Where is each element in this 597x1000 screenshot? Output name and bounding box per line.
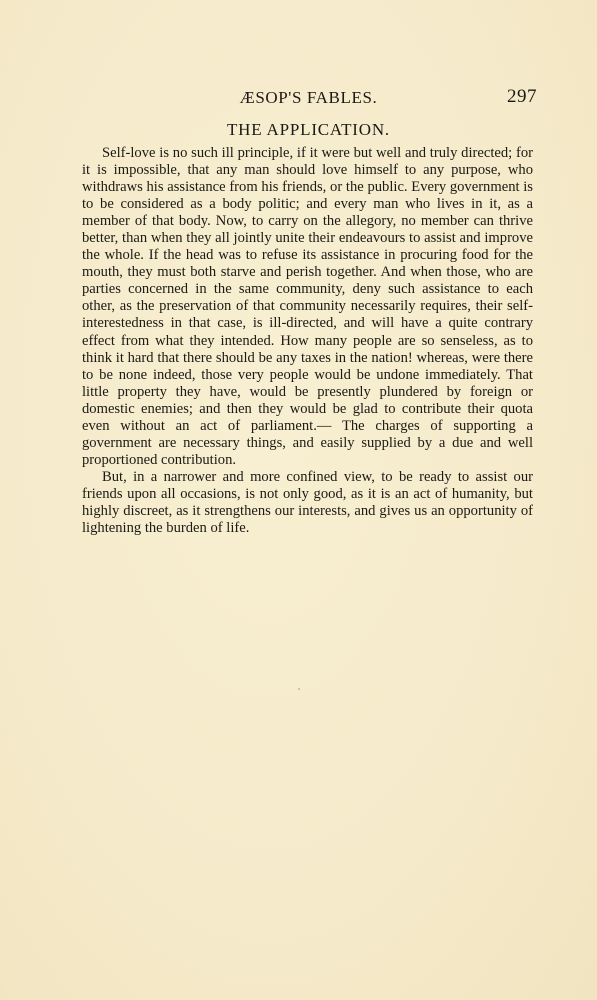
paragraph: But, in a narrower and more confined view, to be ready to assist our friends upon all occasions, is not only good, as it is an act of humanity, but highly discreet, as it strengthens our interests, and gives us an opportunity of lightening the burden of life. bbox=[82, 468, 533, 537]
page-number: 297 bbox=[507, 86, 537, 107]
section-heading: THE APPLICATION. bbox=[227, 120, 390, 139]
paragraph: Self-love is no such ill principle, if it were but well and truly directed; for it is impossible, that any man should love himself to any purpose, who withdraws his assistance from his friends, or the public. Every government is to be considered as a body politic; and every man who lives in it, as a member of that body. Now, to carry on the allegory, no member can thrive better, than when they all jointly unite their endeavours to assist and improve the whole. If the head was to refuse its assistance in procuring food for the mouth, they must both starve and perish together. And when those, who are parties concerned in the same community, deny such assistance to each other, as the preservation of that community necessarily requires, their self-interestedness in that case, is ill-directed, and will have a quite contrary effect from what they intended. How many people are so senseless, as to think it hard that there should be any taxes in the nation! whereas, were there to be none indeed, those very people would be undone immediately. That little property they have, would be presently plundered by foreign or domestic enemies; and then they would be glad to contribute their quota even without an act of parliament.— The charges of supporting a government are necessary things, and easily supplied by a due and well proportioned contribution. bbox=[82, 145, 533, 468]
paper-speck bbox=[298, 688, 300, 690]
running-head bbox=[82, 86, 535, 108]
body-text bbox=[82, 145, 533, 537]
running-title: ÆSOP'S FABLES. bbox=[239, 88, 378, 107]
